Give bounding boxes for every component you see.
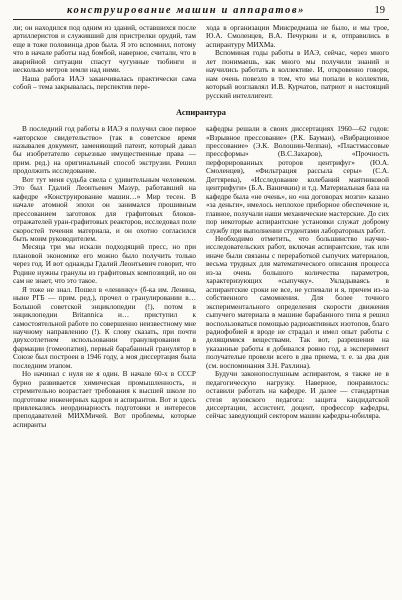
paragraph: Месяца три мы искали подходящий пресс, но при плановой экономике его можно было получить только через год. И вот однажды Гдалий Леонтьевич говорит, что Родине нужны гранулы из графитовых композиций, но он сам не знает, что это такое.: [13, 242, 196, 286]
top-right-column: [206, 24, 389, 100]
left-column: [13, 125, 196, 429]
paragraph: хода в организации Минсредмаша не было, и мы трое, Ю.А. Смоленцев, В.А. Печуркин и я, отправились в аспирантуру МИХМа.: [206, 23, 389, 49]
running-title: конструирование машин и аппаратов»: [67, 5, 306, 16]
section-title: Аспирантура: [176, 108, 226, 118]
paragraph: ли; он находился под одним из зданий, оставшихся после артиллеристов и служивший для пристрелки орудий, там еще в тоже половинца дров была. Я это вспомнил, потому что в начале работы над бомбой, наверное, считали, что в аварийной ситуации спасут чугунные тюбинги и несколько метров земли над ними.: [13, 23, 196, 75]
top-left-column: [13, 24, 196, 100]
top-section: [13, 24, 389, 100]
paragraph: Но начинал с нуля не я один. В начале 60-х в СССР бурно развивается химическая промышленность, и стремительно возрастает требования к высшей школе по подготовке инженерных кадров и аспирантов. Вот и здесь привлекались неординарность подготовки и интересов преподавателей МИХМичей. Вот проблемы, которые аспиранты: [13, 369, 196, 429]
paragraph: В последний год работы в ИАЭ я получил свое первое «авторское свидетельство» (так в советское время называлея документ, заменяющий патент, который давал бы изобретателю серьезные имущественные права — прим. ред.) на оригинальный способ экструзии. Решил продолжить исследование.: [13, 124, 196, 176]
paragraph: Вспоминая годы работы в ИАЭ, сейчас, через много лет понимаешь, как много мы получили знаний и научились работать в коллективе. И, откровенно говоря, нам очень повезло в том, что мы попали в коллектив, который возглавлял И.В. Курчатов, патриот и настоящий русский интеллигент.: [206, 48, 389, 100]
paragraph: Наша работа ИАЭ заканчивалась практически сама собой – тема закрывалась, перспектив пере-: [13, 73, 196, 92]
paragraph: Я тоже не знал. Пошел в «ленинку» (б-ка им. Ленина, ныне РГБ — прим. ред.), прочел о гранулировании в… Большой советской энциклопедии (!), потом в энциклопедии Britannica и… приступил к самостоятельной работе по совершенно неизвестному мне научному направлению (!). К слову сказать, при почти двухсотлетнем использовании гранулирования в фармации (гомеопатия), первый барабанный гранулятор в Союзе был построен в 1946 году, а моя диссертация была последним этапом.: [13, 284, 196, 370]
paragraph: Необходимо отметить, что большинство научно-исследовательских работ, включая аспирантские, так или иначе были связаны с переработкой сыпучих материалов, весьма трудных для математического описания процесса из-за очень большого количества параметров, характеризующих «сыпучку». Укладываясь в аспирантские сроки не все, не успевали и я, причем из-за собственного самомнения. Для более точного экспериментального определения скорости движения сыпучего материала в машине барабанного типа я решил воспользоваться помощью радиоактивных изотопов, благо радиофобией я вроде не страдал и имел опыт работы с делящимися веществами. Так вот, разрешения на указанные работы я добивался ровно год, а эксперимент получателые провели всего в два приема, т. е. за два дня (см. воспоминания З.Н. Рахлина).: [206, 233, 389, 370]
main-section: [13, 125, 389, 429]
right-column: [206, 125, 389, 429]
paragraph: Вот тут меня судьба свела с удивительным человеком. Это был Гдалий Леонтьевич Мазур, работавший на кафедре «Конструирование машин…» Мир тесен. В начале атомной эпохи он занимался прошивным прессованием заготовок для графитовых блоков-отражателей уран-графитовых реакторов, исследовал поле скоростей течения материала, и он охотно согласился быть моим руководителем.: [13, 174, 196, 243]
page-header: [13, 5, 389, 20]
paragraph: Будучи законопослушным аспирантом, я также не в педагогическую нагрузку. Наверное, понравилось: оставили работать на кафедре. И далее — стандартная стезя вузовского педагога: защита кандидатской диссертации, ассистент, доцент, профессор кафедры, сейчас заведующий сектором машин кафедры-юбиляра.: [206, 369, 389, 421]
page-number: 19: [374, 5, 385, 16]
paragraph: кафедры решали в своих диссертациях 1960—62 годов: «Взрывное прессование» (Р.К. Бауман), «Вибрационное прессование» (Э.К. Волошин-Челпан), «Пластмассовые прессформы» (В.С.Захаров), «Прочность перфорированных роторов центрифуг» (Ю.А. Смоленцев), «Фильтрация рассыла серы» (С.А. Дегтярева), «Исследование колебаний маятниковой центрифуги» (Б.А. Ваничкин) и т.д. Материальная база на кафедре была «не очень», но «на договорах мозги» казано «за деньги», имелось неплохое приборное обеспечение и, главное, получали наши механические мастерские. До сих пор некоторые аспирантские установки служат доброму службу при выполнении студентами лабораторных работ.: [206, 124, 389, 235]
